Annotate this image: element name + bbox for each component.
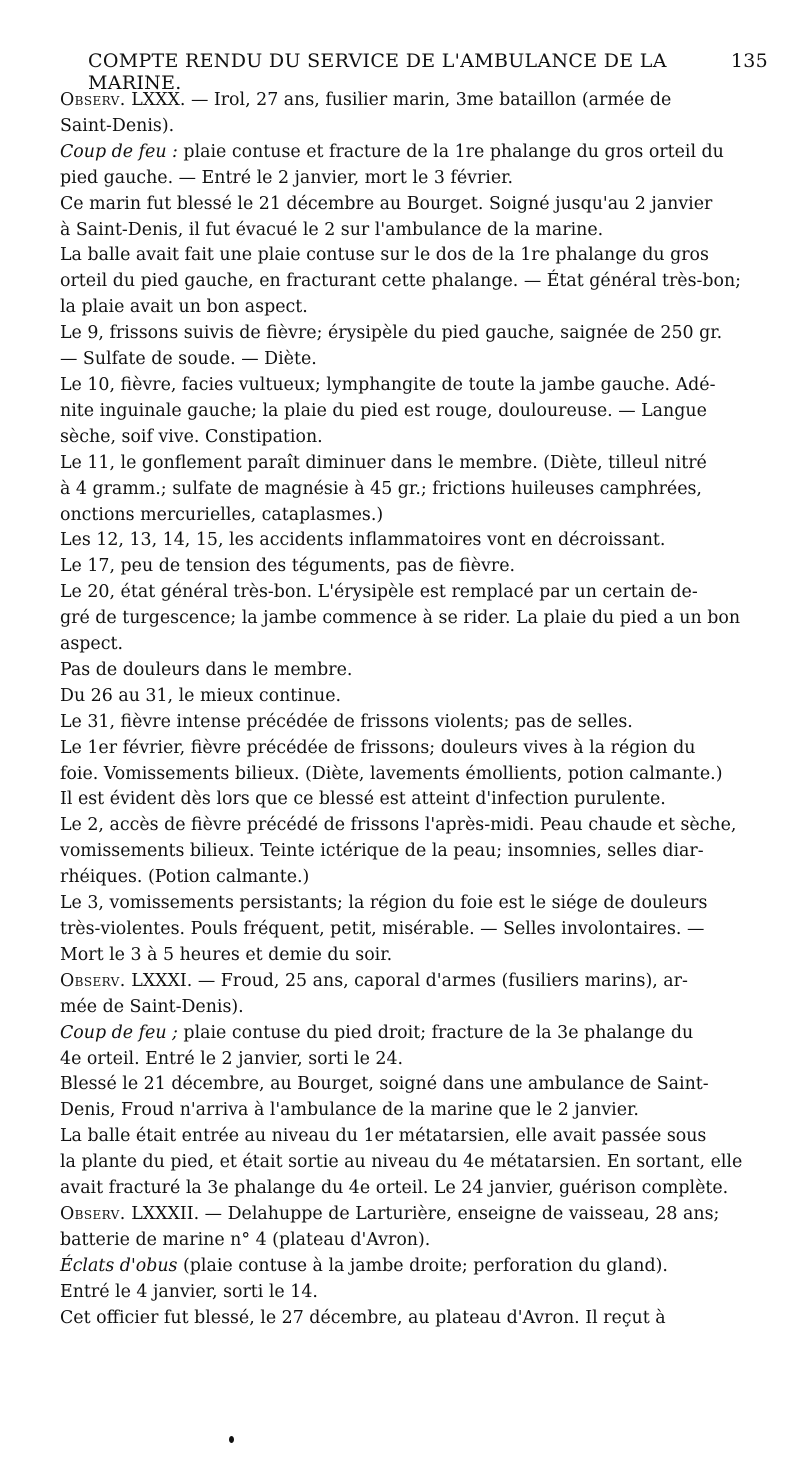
text-line bbox=[60, 969, 772, 995]
line-text: Le 20, état général très-bon. L'érysipèle est remplacé par un certain de- bbox=[60, 582, 698, 603]
text-line bbox=[60, 839, 772, 865]
line-text: sèche, soif vive. Constipation. bbox=[60, 426, 323, 447]
line-text: Le 11, le gonflement paraît diminuer dans le membre. (Diète, tilleul nitré bbox=[60, 452, 707, 473]
line-text: la plaie avait un bon aspect. bbox=[60, 297, 308, 318]
text-line bbox=[60, 995, 772, 1021]
text-line bbox=[60, 1021, 772, 1047]
page-header-title: COMPTE RENDU DU SERVICE DE L'AMBULANCE DE LA MARINE. bbox=[88, 50, 667, 94]
line-text: Cet officier fut blessé, le 27 décembre, au plateau d'Avron. Il reçut à bbox=[60, 1307, 666, 1328]
text-line bbox=[60, 269, 772, 295]
line-text: Les 12, 13, 14, 15, les accidents inflammatoires vont en décroissant. bbox=[60, 530, 666, 551]
text-line bbox=[60, 1124, 772, 1150]
line-text: La balle était entrée au niveau du 1er métatarsien, elle avait passée sous bbox=[60, 1126, 707, 1147]
text-line bbox=[60, 166, 772, 192]
text-line bbox=[60, 218, 772, 244]
line-text: 4e orteil. Entré le 2 janvier, sorti le 24. bbox=[60, 1048, 404, 1069]
line-text: Le 3, vomissements persistants; la région du foie est le siége de douleurs bbox=[60, 893, 708, 914]
line-text: Le 9, frissons suivis de fièvre; érysipèle du pied gauche, saignée de 250 gr. bbox=[60, 323, 723, 344]
text-line bbox=[60, 1280, 772, 1306]
text-line bbox=[60, 1306, 772, 1332]
line-text: Mort le 3 à 5 heures et demie du soir. bbox=[60, 944, 393, 965]
line-text: Entré le 4 janvier, sorti le 14. bbox=[60, 1281, 318, 1302]
line-text: plaie contuse et fracture de la 1re phalange du gros orteil du bbox=[177, 141, 724, 162]
text-line bbox=[60, 347, 772, 373]
line-text: avait fracturé la 3e phalange du 4e orteil. Le 24 janvier, guérison complète. bbox=[60, 1178, 729, 1199]
line-text: plaie contuse du pied droit; fracture de la 3e phalange du bbox=[177, 1022, 694, 1043]
line-text: très-violentes. Pouls fréquent, petit, misérable. — Selles involontaires. — bbox=[60, 919, 705, 939]
italic-heading: Coup de feu ; bbox=[60, 1022, 178, 1043]
text-line bbox=[60, 554, 772, 580]
line-text: LXXX. — Irol, 27 ans, fusilier marin, 3me bataillon (armée de bbox=[125, 90, 672, 110]
line-text: mée de Saint-Denis). bbox=[60, 996, 244, 1017]
line-text: Du 26 au 31, le mieux continue. bbox=[60, 685, 342, 706]
italic-heading: Éclats d'obus bbox=[60, 1255, 178, 1276]
text-line bbox=[60, 684, 772, 710]
line-text: foie. Vomissements bilieux. (Diète, lavements émollients, potion calmante.) bbox=[60, 763, 723, 784]
body-text bbox=[60, 88, 772, 1332]
text-line bbox=[60, 580, 772, 606]
text-line bbox=[60, 891, 772, 917]
text-line bbox=[60, 1047, 772, 1073]
line-text: Ce marin fut blessé le 21 décembre au Bourget. Soigné jusqu'au 2 janvier bbox=[60, 193, 713, 214]
text-line bbox=[60, 399, 772, 425]
text-line bbox=[60, 632, 772, 658]
text-line bbox=[60, 1228, 772, 1254]
text-line bbox=[60, 114, 772, 140]
text-line bbox=[60, 451, 772, 477]
line-text: onctions mercurielles, cataplasmes.) bbox=[60, 504, 384, 525]
line-text: Le 31, fièvre intense précédée de frissons violents; pas de selles. bbox=[60, 711, 633, 732]
text-line bbox=[60, 1202, 772, 1228]
text-line bbox=[60, 477, 772, 503]
text-line bbox=[60, 1176, 772, 1202]
line-text: Saint-Denis). bbox=[60, 115, 175, 136]
observation-label: Observ. bbox=[60, 970, 126, 991]
text-line bbox=[60, 813, 772, 839]
text-line bbox=[60, 865, 772, 891]
text-line bbox=[60, 373, 772, 399]
text-line bbox=[60, 528, 772, 554]
line-text: pied gauche. — Entré le 2 janvier, mort le 3 février. bbox=[60, 167, 514, 188]
text-line bbox=[60, 710, 772, 736]
text-line bbox=[60, 1098, 772, 1124]
text-line bbox=[60, 787, 772, 813]
line-text: La balle avait fait une plaie contuse sur le dos de la 1re phalange du gros bbox=[60, 245, 709, 266]
line-text: LXXXI. — Froud, 25 ans, caporal d'armes (fusiliers marins), ar- bbox=[125, 970, 688, 991]
text-line bbox=[60, 192, 772, 218]
text-line bbox=[60, 503, 772, 529]
line-text: Il est évident dès lors que ce blessé est atteint d'infection purulente. bbox=[60, 789, 666, 810]
text-line bbox=[60, 943, 772, 969]
text-line bbox=[60, 88, 772, 114]
line-text: à 4 gramm.; sulfate de magnésie à 45 gr.; frictions huileuses camphrées, bbox=[60, 478, 702, 499]
text-line bbox=[60, 1150, 772, 1176]
text-line bbox=[60, 295, 772, 321]
line-text: Blessé le 21 décembre, au Bourget, soigné dans une ambulance de Saint- bbox=[60, 1074, 709, 1095]
line-text: (plaie contuse à la jambe droite; perforation du gland). bbox=[177, 1255, 668, 1276]
text-line bbox=[60, 606, 772, 632]
text-line bbox=[60, 736, 772, 762]
text-line bbox=[60, 140, 772, 166]
text-line bbox=[60, 917, 772, 943]
line-text: la plante du pied, et était sortie au niveau du 4e métatarsien. En sortant, elle bbox=[60, 1152, 743, 1173]
italic-heading: Coup de feu : bbox=[60, 141, 178, 162]
observation-label: Observ. bbox=[60, 1203, 126, 1224]
text-line bbox=[60, 1072, 772, 1098]
text-line bbox=[60, 658, 772, 684]
line-text: nite inguinale gauche; la plaie du pied est rouge, douloureuse. — Langue bbox=[60, 400, 707, 421]
line-text: Le 2, accès de fièvre précédé de frissons l'après-midi. Peau chaude et sèche, bbox=[60, 815, 737, 836]
page-number: 135 bbox=[730, 50, 768, 72]
line-text: aspect. bbox=[60, 634, 123, 655]
line-text: — Sulfate de soude. — Diète. bbox=[60, 349, 317, 370]
line-text: à Saint-Denis, il fut évacué le 2 sur l'ambulance de la marine. bbox=[60, 219, 604, 240]
line-text: Pas de douleurs dans le membre. bbox=[60, 659, 353, 680]
line-text: orteil du pied gauche, en fracturant cette phalange. — État général très-bon; bbox=[60, 271, 742, 292]
text-line bbox=[60, 762, 772, 788]
line-text: Le 1er février, fièvre précédée de frissons; douleurs vives à la région du bbox=[60, 737, 696, 758]
line-text: LXXXII. — Delahuppe de Larturière, enseigne de vaisseau, 28 ans; bbox=[125, 1203, 720, 1224]
ink-dot bbox=[229, 1436, 234, 1443]
line-text: Le 17, peu de tension des téguments, pas de fièvre. bbox=[60, 556, 516, 577]
line-text: Le 10, fièvre, facies vultueux; lymphangite de toute la jambe gauche. Adé- bbox=[60, 374, 716, 395]
text-line bbox=[60, 1254, 772, 1280]
text-line bbox=[60, 243, 772, 269]
line-text: rhéiques. (Potion calmante.) bbox=[60, 867, 310, 888]
text-line bbox=[60, 321, 772, 347]
line-text: gré de turgescence; la jambe commence à se rider. La plaie du pied a un bon bbox=[60, 608, 741, 629]
line-text: vomissements bilieux. Teinte ictérique de la peau; insomnies, selles diar- bbox=[60, 841, 704, 862]
line-text: Denis, Froud n'arriva à l'ambulance de la marine que le 2 janvier. bbox=[60, 1100, 639, 1121]
text-line bbox=[60, 425, 772, 451]
observation-label: Observ. bbox=[60, 90, 126, 110]
line-text: batterie de marine n° 4 (plateau d'Avron). bbox=[60, 1229, 431, 1250]
